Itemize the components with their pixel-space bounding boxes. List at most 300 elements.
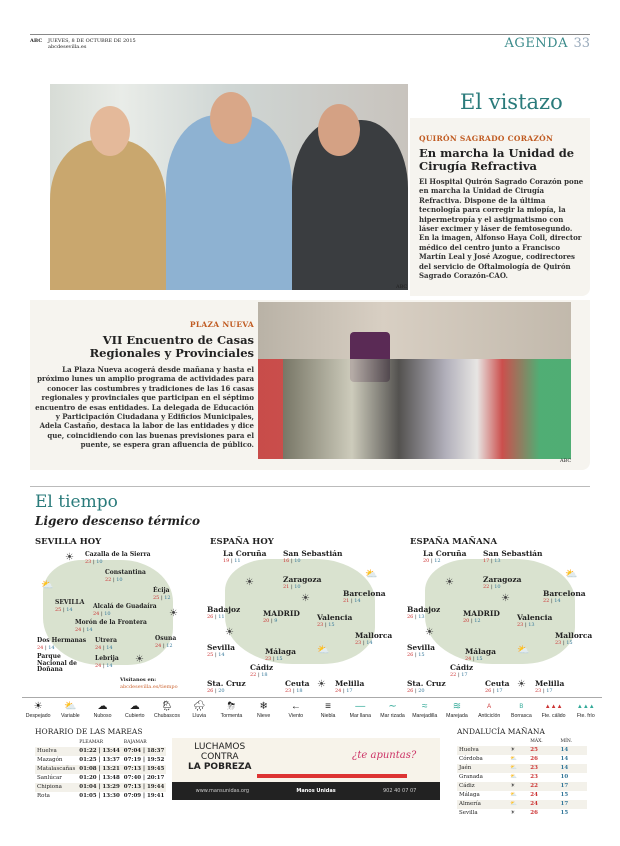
weather-legend [22, 697, 602, 719]
temp-min: 15 [566, 640, 573, 646]
sun-icon: ☀ [517, 679, 526, 690]
temp-min: 17 [461, 672, 468, 678]
map-city-temp: 20 | 12 [463, 618, 481, 624]
table-cell: 17 [559, 800, 587, 809]
column-header: BAJAMAR [123, 740, 147, 745]
table-cell: ⛅ [510, 756, 518, 762]
legend-label: Fte. frío [576, 713, 595, 719]
temp-max: 21 [283, 584, 290, 590]
manana-map-title: ESPAÑA MAÑANA [410, 537, 498, 547]
legend-item [441, 701, 473, 719]
map-city-temp: 22 | 10 [105, 577, 123, 583]
story2-headline: VII Encuentro de Casas Regionales y Provinciales [89, 333, 254, 360]
table-row [457, 773, 587, 782]
map-city-temp: 20 | 9 [263, 618, 278, 624]
map-city-temp: 19 | 11 [223, 558, 241, 564]
legend-item [312, 701, 344, 719]
table-cell: 22 [528, 782, 558, 791]
map-city-temp: 25 | 12 [153, 595, 171, 601]
legend-item [119, 701, 151, 719]
andalucia-table [457, 737, 587, 818]
map-city-name: Utrera [95, 637, 118, 644]
table-cell: Mazagón [37, 757, 63, 763]
map-city-name: La Coruña [223, 549, 267, 558]
map-city-name: Barcelona [343, 589, 386, 598]
temp-max: 25 [153, 595, 160, 601]
nieve-icon: ❄ [259, 701, 268, 712]
table-cell: 23 [528, 764, 558, 773]
site: abcdesevilla.es [48, 44, 87, 50]
map-city-temp: 24 | 14 [75, 627, 93, 633]
map-city-name: Ceuta [485, 679, 510, 688]
map-city-temp: 26 | 15 [407, 652, 425, 658]
table-header [35, 738, 166, 747]
temp-min: 14 [554, 598, 561, 604]
story1-box [410, 118, 590, 296]
temp-min: 12 [164, 595, 171, 601]
temp-min: 15 [418, 652, 425, 658]
temp-max: 21 [343, 598, 350, 604]
temp-max: 24 [37, 645, 44, 651]
variable-icon: ⛅ [64, 701, 77, 712]
section-title: AGENDA [504, 36, 568, 51]
temp-min: 14 [48, 645, 55, 651]
legend-label: Despejado [25, 713, 51, 719]
manos-unidas-ad[interactable] [172, 738, 440, 800]
column-header [457, 737, 508, 746]
map-city-temp: 23 | 18 [285, 688, 303, 694]
table-cell: ☀ [510, 810, 516, 816]
map-city-name: Ceuta [285, 679, 310, 688]
temp-min: 12 [166, 643, 173, 649]
legend-label: Fte. cálido [541, 713, 566, 719]
spain-today-map [205, 549, 400, 695]
table-cell: 07:40 | 20:17 [123, 775, 165, 781]
niebla-icon: ≡ [325, 701, 331, 712]
table-cell: 01:20 | 13:48 [79, 775, 120, 781]
story1-headline: En marcha la Unidad de Cirugía Refractiva [419, 146, 575, 173]
temp-max: 24 [465, 656, 472, 662]
date: JUEVES, 8 DE OCTUBRE DE 2015 [48, 38, 136, 44]
temp-max: 20 [423, 558, 430, 564]
table-cell: Huelva [35, 747, 77, 756]
legend-item [248, 701, 280, 719]
map-city-temp: 24 | 15 [465, 656, 483, 662]
tides-table [35, 738, 166, 801]
legend-item [538, 701, 570, 719]
map-city-name: Mallorca [355, 631, 393, 640]
temp-min: 14 [86, 627, 93, 633]
hoy-map-title: ESPAÑA HOY [210, 537, 274, 547]
marrizada-icon: ∼ [388, 701, 397, 712]
table-cell: ⛅ [508, 800, 528, 809]
legend-item [344, 701, 376, 719]
map-city-name: Alcalá de Guadaíra [93, 603, 157, 610]
map-city-temp: 24 | 14 [95, 663, 113, 669]
table-cell: 01:22 | 13:44 [79, 748, 120, 754]
temp-max: 26 [407, 688, 414, 694]
legend-label: Nieve [257, 713, 271, 719]
table-row [35, 792, 166, 801]
story2-kicker: PLAZA NUEVA [189, 320, 254, 329]
map-city-name: Osuna [155, 635, 177, 642]
table-cell: 23 [530, 774, 538, 780]
sun-icon: ☀ [317, 679, 326, 690]
legend-label: Mar llana [349, 713, 371, 719]
ad-url: www.mansunidas.org [195, 788, 250, 794]
viento-icon: ← [290, 701, 301, 712]
legend-item [473, 701, 505, 719]
map-city-name: Dos Hermanas [37, 637, 87, 644]
temp-max: 26 [485, 688, 492, 694]
temp-max: 26 [207, 688, 214, 694]
legend-label: Borrasca [511, 713, 532, 719]
map-city-temp: 23 | 17 [535, 688, 553, 694]
temp-min: 15 [328, 622, 335, 628]
table-cell: 15 [560, 792, 569, 798]
chubascos-icon: 🌦 [160, 701, 174, 712]
map-city-temp: 26 | 13 [407, 614, 425, 620]
divider [30, 486, 590, 487]
sun-icon: ☀ [135, 654, 144, 665]
table-cell: Granada [459, 774, 483, 780]
table-cell: ☀ [508, 746, 528, 755]
photo-plaza-nueva [258, 302, 571, 459]
map-city-name: Barcelona [543, 589, 586, 598]
table-cell: 24 [530, 792, 538, 798]
borrasca-icon: B [519, 704, 524, 710]
map-city-temp: 17 | 13 [483, 558, 501, 564]
partly-cloudy-icon: ⛅ [41, 580, 54, 591]
lluvia-icon: 🌧 [192, 701, 206, 712]
map-city-name: Melilla [335, 679, 365, 688]
visit-url[interactable]: abcdesevilla.es/tiempo [120, 684, 178, 690]
marejada-icon: ≋ [452, 701, 462, 712]
map-city-temp: 24 | 10 [93, 611, 111, 617]
legend-label: Lluvia [192, 713, 206, 719]
temp-max: 24 [93, 611, 100, 617]
temp-min: 15 [276, 656, 283, 662]
map-city-temp: 23 | 14 [355, 640, 373, 646]
map-city-name: La Coruña [423, 549, 467, 558]
marllana-icon: — [355, 701, 366, 712]
map-city-name: MADRID [263, 609, 300, 618]
table-cell: 15 [560, 810, 569, 816]
column-header: MÁX. [530, 739, 543, 744]
ftefro-icon: ▲▲▲ [576, 704, 595, 710]
sun-icon: ☀ [169, 608, 178, 619]
table-cell: Almería [457, 800, 508, 809]
sun-icon: ☀ [425, 627, 434, 638]
temp-min: 20 [418, 688, 425, 694]
legend-item [183, 701, 215, 719]
temp-max: 23 [355, 640, 362, 646]
legend-item [22, 701, 54, 719]
temp-min: 18 [261, 672, 268, 678]
tides-title: HORARIO DE LAS MAREAS [35, 727, 143, 736]
temp-min: 12 [434, 558, 441, 564]
table-cell: 07:19 | 19:52 [123, 757, 165, 763]
table-cell: 24 [528, 800, 558, 809]
nuboso-icon: ☁ [97, 701, 108, 712]
map-city-temp: 23 | 15 [317, 622, 335, 628]
map-city-name: Lebrija [95, 655, 119, 662]
temp-max: 23 [285, 688, 292, 694]
legend-label: Niebla [320, 713, 336, 719]
temp-min: 11 [234, 558, 241, 564]
map-city-temp: 22 | 10 [483, 584, 501, 590]
table-row [35, 774, 166, 783]
map-city-temp: 22 | 14 [543, 598, 561, 604]
map-city-temp: 23 | 13 [517, 622, 535, 628]
legend-item [151, 701, 183, 719]
temp-max: 23 [517, 622, 524, 628]
weather-subtitle: Ligero descenso térmico [35, 514, 200, 528]
map-city-name: San Sebastián [283, 549, 343, 558]
temp-max: 23 [265, 656, 272, 662]
map-city-temp: 24 | 17 [335, 688, 353, 694]
map-city-name: Écija [153, 587, 170, 594]
table-cell: ☀ [508, 782, 528, 791]
sevilla-map [35, 550, 185, 674]
legend-item [215, 701, 247, 719]
temp-max: 20 [263, 618, 270, 624]
anticicln-icon: A [487, 704, 492, 710]
temp-min: 14 [354, 598, 361, 604]
tormenta-icon: ⛈ [227, 701, 236, 712]
map-city-name: Melilla [535, 679, 565, 688]
column-header [508, 737, 528, 746]
story1-kicker: QUIRÓN SAGRADO CORAZÓN [419, 134, 554, 143]
table-cell: 10 [560, 774, 569, 780]
temp-max: 26 [207, 614, 214, 620]
map-city-name: Valencia [517, 613, 553, 622]
map-city-temp: 24 | 14 [95, 645, 113, 651]
table-row [457, 746, 587, 755]
photo-quiron [50, 84, 408, 290]
legend-label: Viento [288, 713, 304, 719]
map-city-name: Cazalla de la Sierra [85, 551, 151, 558]
temp-min: 18 [296, 688, 303, 694]
map-city-name: Cádiz [450, 663, 474, 672]
map-city-temp: 21 | 10 [283, 584, 301, 590]
map-city-temp: 26 | 20 [207, 688, 225, 694]
ad-line2: CONTRA [200, 752, 239, 762]
temp-max: 22 [543, 598, 550, 604]
temp-min: 10 [294, 558, 301, 564]
story2-body: La Plaza Nueva acogerá desde mañana y hasta el próximo lunes un amplio programa de actividades para conocer las costumbres y tradiciones de las 16 casas regionales y provinciales que participan en el séptimo encuentro de esas entidades. La delegada de Educación y Participación Ciudadana y Edificios Municipales, Adela Castaño, destaca la labor de las entidades y dice que, coincidiendo con las buenas previsiones para el puente, se espera gran afluencia de público. [35, 365, 254, 450]
story1-body: El Hospital Quirón Sagrado Corazón pone en marcha la Unidad de Cirugía Refractiva. Dispone de la última tecnología para corregir la miopía, la hipermetropía y el astigmatismo con láser excimer y láser de femtosegundo. En la imagen, Alfonso Haya Coll, director médico del centro junto a Francisco Martín Leal y José Azogue, codirectores del servicio de Oftalmología de Quirón Sagrado Corazón-CAO. [419, 177, 584, 281]
map-city-name: Zaragoza [483, 575, 522, 584]
andalucia-title: ANDALUCÍA MAÑANA [457, 727, 545, 736]
table-row [457, 809, 587, 818]
map-city-name: Mallorca [555, 631, 593, 640]
table-row [35, 783, 166, 792]
map-city-temp: 24 | 12 [155, 643, 173, 649]
table-cell: ⛅ [508, 764, 528, 773]
map-city-name: Sevilla [207, 643, 235, 652]
map-city-name: Málaga [265, 647, 296, 656]
table-cell: Jaén [457, 764, 508, 773]
sun-icon: ☀ [301, 593, 310, 604]
table-row [35, 765, 166, 774]
despejado-icon: ☀ [33, 701, 43, 712]
partly-cloudy-icon: ⛅ [517, 645, 530, 656]
partly-cloudy-icon: ⛅ [365, 569, 378, 580]
table-row [457, 755, 587, 764]
legend-label: Variable [61, 713, 80, 719]
sun-icon: ☀ [225, 627, 234, 638]
map-city-name: Málaga [465, 647, 496, 656]
temp-min: 10 [494, 584, 501, 590]
map-city-temp: 21 | 14 [343, 598, 361, 604]
table-cell: 14 [559, 746, 587, 755]
table-cell: 14 [560, 756, 569, 762]
map-city-name: Sta. Cruz [407, 679, 446, 688]
map-city-name: Morón de la Frontera [75, 619, 147, 626]
table-cell: ⛅ [510, 774, 518, 780]
table-row [457, 782, 587, 791]
legend-label: Nuboso [93, 713, 112, 719]
temp-max: 25 [55, 607, 62, 613]
legend-item [376, 701, 408, 719]
temp-max: 24 [95, 663, 102, 669]
table-cell: Chipiona [35, 783, 77, 792]
partly-cloudy-icon: ⛅ [565, 569, 578, 580]
temp-max: 25 [207, 652, 214, 658]
table-row [457, 800, 587, 809]
pencil-graphic [257, 774, 407, 778]
temp-max: 23 [555, 640, 562, 646]
map-city-name: Sta. Cruz [207, 679, 246, 688]
map-city-temp: 25 | 14 [207, 652, 225, 658]
partly-cloudy-icon: ⛅ [317, 645, 330, 656]
ad-tagline: ¿te apuntas? [352, 750, 417, 761]
sevilla-map-title: SEVILLA HOY [35, 537, 102, 547]
table-row [457, 791, 587, 800]
map-city-name: SEVILLA [55, 599, 85, 606]
map-city-name: Constantina [105, 569, 146, 576]
temp-max: 22 [450, 672, 457, 678]
table-header [457, 737, 587, 746]
temp-max: 26 [407, 652, 414, 658]
marejadilla-icon: ≈ [421, 701, 428, 712]
map-city-name: Zaragoza [283, 575, 322, 584]
legend-label: Marejada [446, 713, 468, 719]
temp-max: 19 [223, 558, 230, 564]
table-cell: 07:09 | 19:41 [123, 793, 165, 799]
table-cell: Matalascañas [37, 766, 76, 772]
legend-item [409, 701, 441, 719]
sun-icon: ☀ [501, 593, 510, 604]
legend-label: Chubascos [154, 713, 180, 719]
temp-min: 13 [418, 614, 425, 620]
map-city-temp: 26 | 20 [407, 688, 425, 694]
table-cell: Sevilla [459, 810, 478, 816]
temp-min: 10 [104, 611, 111, 617]
table-row [35, 747, 166, 756]
ad-org: Manos Unidas [296, 788, 336, 794]
map-city-name: MADRID [463, 609, 500, 618]
legend-item [570, 701, 602, 719]
map-city-name: Valencia [317, 613, 353, 622]
fteclido-icon: ▲▲▲ [544, 704, 563, 710]
photo-credit: ABC [396, 284, 408, 290]
table-cell: 26 [530, 756, 538, 762]
ad-line1: LUCHAMOS [194, 742, 246, 752]
temp-min: 13 [494, 558, 501, 564]
temp-min: 17 [496, 688, 503, 694]
temp-max: 20 [463, 618, 470, 624]
weather-title: El tiempo [35, 492, 118, 512]
map-city-temp: 26 | 17 [485, 688, 503, 694]
temp-min: 14 [106, 645, 113, 651]
table-cell: 25 [528, 746, 558, 755]
table-cell: 26 [530, 810, 538, 816]
table-cell: Huelva [457, 746, 508, 755]
column-header: PLEAMAR [79, 740, 104, 745]
table-cell: 17 [559, 782, 587, 791]
temp-min: 15 [476, 656, 483, 662]
map-city-temp: 23 | 10 [85, 559, 103, 565]
map-city-temp: 23 | 15 [555, 640, 573, 646]
table-cell: Sanlúcar [37, 775, 62, 781]
table-cell: Cádiz [457, 782, 508, 791]
map-city-temp: 20 | 12 [423, 558, 441, 564]
map-city-temp: 23 | 15 [265, 656, 283, 662]
table-cell: Córdoba [459, 756, 483, 762]
brand: ABC [30, 38, 43, 44]
temp-max: 24 [335, 688, 342, 694]
sun-icon: ☀ [445, 577, 454, 588]
map-city-temp: 16 | 10 [283, 558, 301, 564]
vistazo-title: El vistazo [460, 90, 563, 114]
cubierto-icon: ☁ [129, 701, 140, 712]
temp-max: 22 [483, 584, 490, 590]
temp-max: 23 [535, 688, 542, 694]
spain-tomorrow-map [405, 549, 600, 695]
temp-max: 16 [283, 558, 290, 564]
visit-label: Visítanos en: [120, 677, 157, 683]
sun-icon: ☀ [65, 552, 74, 563]
table-cell: 07:13 | 19:44 [123, 784, 165, 790]
legend-item [54, 701, 86, 719]
map-city-temp: 22 | 17 [450, 672, 468, 678]
map-city-name: Cádiz [250, 663, 274, 672]
temp-min: 10 [96, 559, 103, 565]
map-city-temp: 26 | 11 [207, 614, 225, 620]
map-city-name: Badajoz [207, 605, 241, 614]
legend-label: Mar rizada [380, 713, 405, 719]
map-city-name: Badajoz [407, 605, 441, 614]
table-row [35, 756, 166, 765]
temp-min: 11 [218, 614, 225, 620]
temp-max: 26 [407, 614, 414, 620]
table-row [457, 764, 587, 773]
temp-min: 10 [294, 584, 301, 590]
temp-max: 24 [75, 627, 82, 633]
map-city-name: Parque Nacional de Doñana [37, 653, 77, 673]
table-cell: 01:05 | 13:30 [79, 793, 120, 799]
ad-line3: LA POBREZA [188, 762, 252, 772]
temp-min: 12 [474, 618, 481, 624]
temp-max: 22 [105, 577, 112, 583]
table-cell: ⛅ [510, 792, 518, 798]
map-city-temp: 22 | 18 [250, 672, 268, 678]
table-cell: 14 [559, 764, 587, 773]
legend-label: Tormenta [220, 713, 243, 719]
table-cell: 01:25 | 13:37 [79, 757, 120, 763]
